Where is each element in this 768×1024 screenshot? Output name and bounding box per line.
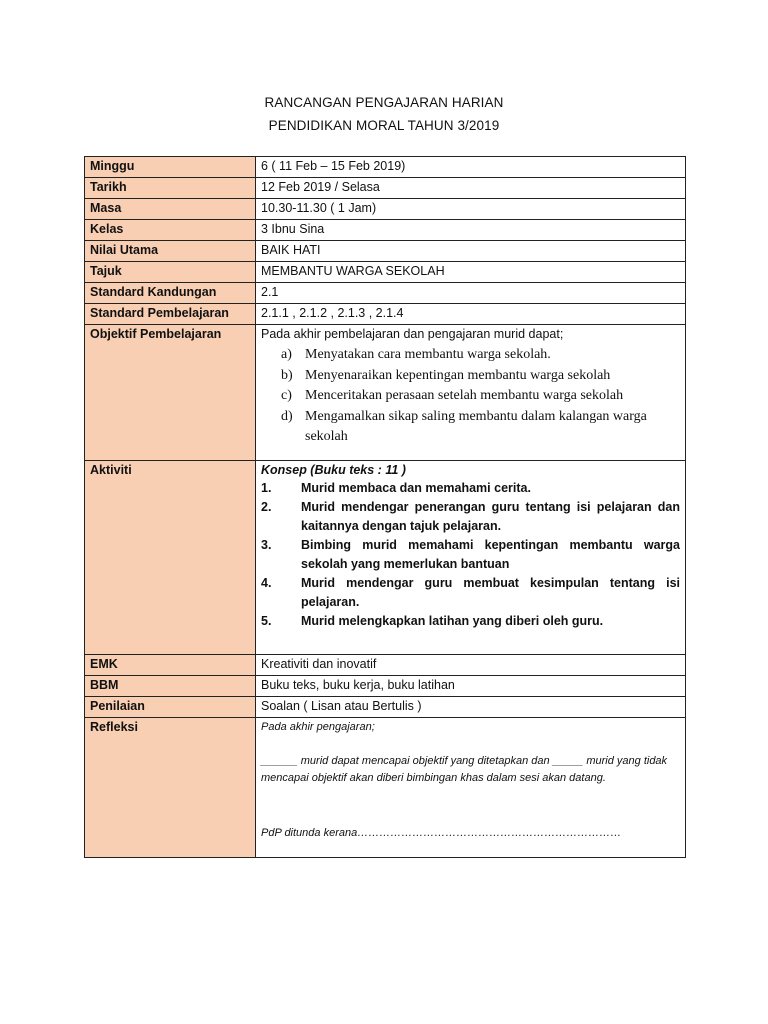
row-tarikh	[85, 178, 686, 199]
list-item	[261, 612, 680, 631]
list-marker: c)	[281, 388, 292, 403]
label-masa: Masa	[85, 199, 256, 220]
objektif-intro: Pada akhir pembelajaran dan pengajaran murid dapat;	[261, 327, 564, 341]
value-minggu: 6 ( 11 Feb – 15 Feb 2019)	[256, 157, 686, 178]
list-text: Menyatakan cara membantu warga sekolah.	[305, 347, 551, 362]
label-minggu: Minggu	[85, 157, 256, 178]
label-standard-pembelajaran: Standard Pembelajaran	[85, 304, 256, 325]
label-refleksi: Refleksi	[85, 718, 256, 858]
list-marker: a)	[281, 347, 292, 362]
aktiviti-list	[261, 479, 680, 631]
list-marker: d)	[281, 408, 293, 424]
value-objektif	[256, 325, 686, 461]
refleksi-postponed: PdP ditunda kerana………………………………………………………………	[261, 827, 622, 839]
list-item	[281, 366, 680, 387]
row-masa	[85, 199, 686, 220]
value-standard-pembelajaran: 2.1.1 , 2.1.2 , 2.1.3 , 2.1.4	[256, 304, 686, 325]
value-nilai-utama: BAIK HATI	[256, 241, 686, 262]
label-emk: EMK	[85, 655, 256, 676]
objektif-list	[261, 345, 680, 448]
value-aktiviti	[256, 461, 686, 655]
document-subtitle: PENDIDIKAN MORAL TAHUN 3/2019	[268, 118, 500, 133]
aktiviti-konsep: Konsep (Buku teks : 11 )	[261, 463, 406, 477]
refleksi-summary: ______ murid dapat mencapai objektif yang ditetapkan dan _____ murid yang tidak mencapai objektif akan diberi bimbingan khas dalam sesi akan datang.	[261, 755, 668, 784]
label-bbm: BBM	[85, 676, 256, 697]
row-standard-kandungan	[85, 283, 686, 304]
row-minggu	[85, 157, 686, 178]
label-objektif: Objektif Pembelajaran	[85, 325, 256, 461]
row-refleksi	[85, 718, 686, 858]
value-bbm: Buku teks, buku kerja, buku latihan	[256, 676, 686, 697]
list-item	[261, 479, 680, 498]
value-standard-kandungan: 2.1	[256, 283, 686, 304]
list-text: Bimbing murid memahami kepentingan membantu warga sekolah yang memerlukan bantuan	[301, 538, 680, 571]
list-item	[261, 498, 680, 536]
list-marker: 3.	[261, 538, 272, 552]
value-tajuk: MEMBANTU WARGA SEKOLAH	[256, 262, 686, 283]
row-emk	[85, 655, 686, 676]
list-marker: 5.	[261, 614, 272, 628]
value-emk: Kreativiti dan inovatif	[256, 655, 686, 676]
label-tarikh: Tarikh	[85, 178, 256, 199]
row-nilai-utama	[85, 241, 686, 262]
list-marker: 1.	[261, 481, 272, 495]
label-tajuk: Tajuk	[85, 262, 256, 283]
list-text: Murid mendengar penerangan guru tentang isi pelajaran dan kaitannya dengan tajuk pelajaran.	[301, 500, 680, 533]
list-text: Menceritakan perasaan setelah membantu warga sekolah	[305, 388, 624, 403]
row-bbm	[85, 676, 686, 697]
lesson-plan-table	[84, 156, 686, 858]
list-item	[261, 574, 680, 612]
value-refleksi	[256, 718, 686, 858]
list-item	[281, 345, 680, 366]
list-text: Murid membaca dan memahami cerita.	[301, 481, 531, 495]
list-text: Murid melengkapkan latihan yang diberi oleh guru.	[301, 614, 604, 628]
list-item	[281, 386, 680, 407]
row-objektif	[85, 325, 686, 461]
label-penilaian: Penilaian	[85, 697, 256, 718]
refleksi-intro: Pada akhir pengajaran;	[261, 721, 375, 733]
value-tarikh: 12 Feb 2019 / Selasa	[256, 178, 686, 199]
row-aktiviti	[85, 461, 686, 655]
list-marker: 4.	[261, 576, 272, 590]
row-tajuk	[85, 262, 686, 283]
row-penilaian	[85, 697, 686, 718]
list-text: Mengamalkan sikap saling membantu dalam kalangan warga sekolah	[305, 408, 647, 444]
list-item	[281, 407, 680, 448]
list-text: Murid mendengar guru membuat kesimpulan tentang isi pelajaran.	[301, 576, 680, 609]
value-penilaian: Soalan ( Lisan atau Bertulis )	[256, 697, 686, 718]
list-marker: b)	[281, 367, 293, 383]
row-kelas	[85, 220, 686, 241]
list-item	[261, 536, 680, 574]
value-kelas: 3 Ibnu Sina	[256, 220, 686, 241]
document-title: RANCANGAN PENGAJARAN HARIAN	[264, 95, 504, 110]
label-standard-kandungan: Standard Kandungan	[85, 283, 256, 304]
label-kelas: Kelas	[85, 220, 256, 241]
list-text: Menyenaraikan kepentingan membantu warga sekolah	[305, 367, 611, 383]
row-standard-pembelajaran	[85, 304, 686, 325]
label-aktiviti: Aktiviti	[85, 461, 256, 655]
list-marker: 2.	[261, 500, 272, 514]
label-nilai-utama: Nilai Utama	[85, 241, 256, 262]
value-masa: 10.30-11.30 ( 1 Jam)	[256, 199, 686, 220]
